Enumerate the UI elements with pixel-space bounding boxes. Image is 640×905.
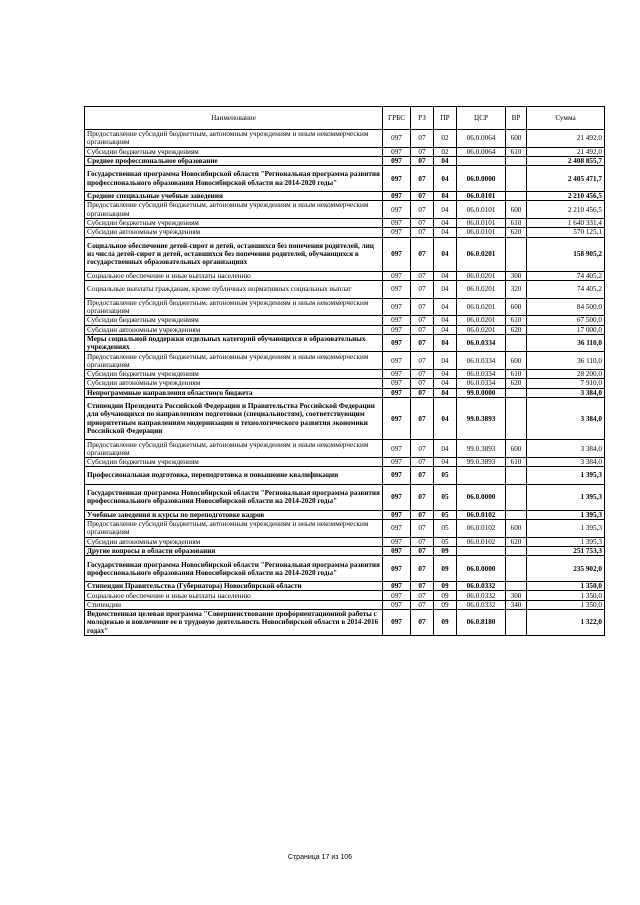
row-pr-cell: 02 — [434, 130, 457, 148]
row-sum-cell: 1 640 331,4 — [527, 218, 605, 227]
row-sum-cell: 2 210 456,5 — [527, 201, 605, 219]
row-name-cell: Социальное обеспечение и иные выплаты населению — [85, 271, 383, 280]
budget-table — [84, 106, 605, 636]
row-vr-cell — [506, 467, 527, 485]
row-rz-cell: 07 — [411, 352, 434, 370]
row-csr-cell: 06.0.0201 — [457, 298, 506, 316]
row-vr-cell: 620 — [506, 379, 527, 388]
row-name-cell: Субсидии бюджетным учреждениям — [85, 147, 383, 156]
table-row — [85, 537, 605, 546]
row-name-cell: Другие вопросы в области образования — [85, 546, 383, 555]
row-csr-cell — [457, 467, 506, 485]
row-vr-cell — [506, 510, 527, 519]
row-vr-cell: 600 — [506, 130, 527, 148]
page-number: Страница 17 из 106 — [287, 854, 353, 861]
row-grbs-cell: 097 — [383, 467, 411, 485]
row-csr-cell: 06.0.0064 — [457, 130, 506, 148]
row-sum-cell: 1 395,3 — [527, 510, 605, 519]
row-csr-cell: 06.0.0101 — [457, 201, 506, 219]
row-sum-cell: 3 384,0 — [527, 397, 605, 440]
row-pr-cell: 04 — [434, 316, 457, 325]
table-row — [85, 130, 605, 148]
table-row — [85, 316, 605, 325]
row-grbs-cell: 097 — [383, 334, 411, 352]
row-rz-cell: 07 — [411, 520, 434, 538]
table-row — [85, 156, 605, 165]
row-pr-cell: 04 — [434, 166, 457, 192]
row-pr-cell: 02 — [434, 147, 457, 156]
row-rz-cell: 07 — [411, 467, 434, 485]
row-pr-cell: 04 — [434, 352, 457, 370]
row-rz-cell: 07 — [411, 166, 434, 192]
row-rz-cell: 07 — [411, 201, 434, 219]
row-pr-cell: 04 — [434, 281, 457, 299]
row-csr-cell: 06.0.0102 — [457, 510, 506, 519]
row-pr-cell: 04 — [434, 388, 457, 397]
row-sum-cell: 74 405,2 — [527, 271, 605, 280]
row-csr-cell: 99.0.3893 — [457, 458, 506, 467]
row-grbs-cell: 097 — [383, 228, 411, 237]
row-csr-cell: 06.0.0334 — [457, 334, 506, 352]
row-csr-cell: 99.0.3893 — [457, 397, 506, 440]
row-pr-cell: 04 — [434, 271, 457, 280]
row-pr-cell: 05 — [434, 510, 457, 519]
row-vr-cell — [506, 334, 527, 352]
row-name-cell: Субсидии бюджетным учреждениям — [85, 218, 383, 227]
table-row — [85, 192, 605, 201]
row-vr-cell — [506, 237, 527, 271]
row-vr-cell: 600 — [506, 298, 527, 316]
row-pr-cell: 04 — [434, 397, 457, 440]
row-pr-cell: 04 — [434, 379, 457, 388]
row-rz-cell: 07 — [411, 130, 434, 148]
row-csr-cell: 06.0.0334 — [457, 379, 506, 388]
table-row — [85, 281, 605, 299]
table-row — [85, 610, 605, 636]
row-sum-cell: 2 210 456,5 — [527, 192, 605, 201]
table-row — [85, 228, 605, 237]
table-row — [85, 370, 605, 379]
row-name-cell: Учебные заведения и курсы по переподготовке кадров — [85, 510, 383, 519]
header-rz: РЗ — [411, 107, 434, 130]
row-name-cell: Среднее профессиональное образование — [85, 156, 383, 165]
row-pr-cell: 04 — [434, 298, 457, 316]
row-name-cell: Предоставление субсидий бюджетным, автономным учреждениям и иным некоммерческим организациям — [85, 440, 383, 458]
row-sum-cell: 570 125,1 — [527, 228, 605, 237]
row-pr-cell: 05 — [434, 484, 457, 510]
row-sum-cell: 3 384,0 — [527, 458, 605, 467]
table-row — [85, 298, 605, 316]
row-rz-cell: 07 — [411, 537, 434, 546]
table-body — [85, 130, 605, 636]
row-vr-cell: 610 — [506, 370, 527, 379]
row-pr-cell: 09 — [434, 600, 457, 609]
row-vr-cell: 610 — [506, 147, 527, 156]
row-name-cell: Субсидии бюджетным учреждениям — [85, 458, 383, 467]
row-vr-cell: 600 — [506, 352, 527, 370]
row-csr-cell — [457, 156, 506, 165]
row-rz-cell: 07 — [411, 600, 434, 609]
row-vr-cell: 610 — [506, 458, 527, 467]
row-rz-cell: 07 — [411, 192, 434, 201]
table-row — [85, 458, 605, 467]
table-row — [85, 201, 605, 219]
row-name-cell: Государственная программа Новосибирской области "Региональная программа развития профессионального образования Новосибирской области на 2014-2020 годы" — [85, 166, 383, 192]
row-grbs-cell: 097 — [383, 546, 411, 555]
row-pr-cell: 04 — [434, 237, 457, 271]
row-grbs-cell: 097 — [383, 582, 411, 591]
table-row — [85, 556, 605, 582]
row-rz-cell: 07 — [411, 510, 434, 519]
row-pr-cell: 05 — [434, 467, 457, 485]
row-name-cell: Субсидии бюджетным учреждениям — [85, 370, 383, 379]
row-csr-cell — [457, 546, 506, 555]
table-row — [85, 600, 605, 609]
row-grbs-cell: 097 — [383, 352, 411, 370]
table-row — [85, 218, 605, 227]
row-name-cell: Предоставление субсидий бюджетным, автономным учреждениям и иным некоммерческим организациям — [85, 201, 383, 219]
row-pr-cell: 09 — [434, 582, 457, 591]
row-name-cell: Ведомственная целевая программа "Совершенствование профориентационной работы с молодежью и вовлечение ее в трудовую деятельность Новосибирской области в 2014-2016 годах" — [85, 610, 383, 636]
row-grbs-cell: 097 — [383, 281, 411, 299]
row-vr-cell — [506, 388, 527, 397]
row-rz-cell: 07 — [411, 218, 434, 227]
row-csr-cell: 06.0.0201 — [457, 271, 506, 280]
row-grbs-cell: 097 — [383, 370, 411, 379]
row-pr-cell: 04 — [434, 458, 457, 467]
row-rz-cell: 07 — [411, 147, 434, 156]
row-csr-cell: 06.0.0332 — [457, 582, 506, 591]
row-grbs-cell: 097 — [383, 520, 411, 538]
row-sum-cell: 7 910,0 — [527, 379, 605, 388]
row-sum-cell: 1 395,3 — [527, 484, 605, 510]
table-row — [85, 440, 605, 458]
row-vr-cell: 620 — [506, 325, 527, 334]
table-row — [85, 379, 605, 388]
row-pr-cell: 04 — [434, 156, 457, 165]
row-sum-cell: 1 350,0 — [527, 600, 605, 609]
row-sum-cell: 2 405 471,7 — [527, 166, 605, 192]
header-name: Наименование — [85, 107, 383, 130]
header-grbs: ГРБС — [383, 107, 411, 130]
row-rz-cell: 07 — [411, 316, 434, 325]
row-pr-cell: 04 — [434, 218, 457, 227]
row-name-cell: Профессиональная подготовка, переподготовка и повышение квалификации — [85, 467, 383, 485]
row-rz-cell: 07 — [411, 237, 434, 271]
row-vr-cell: 600 — [506, 440, 527, 458]
row-pr-cell: 04 — [434, 440, 457, 458]
row-pr-cell: 05 — [434, 520, 457, 538]
row-grbs-cell: 097 — [383, 298, 411, 316]
row-csr-cell: 06.0.0000 — [457, 484, 506, 510]
row-grbs-cell: 097 — [383, 156, 411, 165]
table-row — [85, 520, 605, 538]
row-rz-cell: 07 — [411, 334, 434, 352]
row-sum-cell: 21 492,0 — [527, 130, 605, 148]
header-csr: ЦСР — [457, 107, 506, 130]
row-grbs-cell: 097 — [383, 600, 411, 609]
row-grbs-cell: 097 — [383, 130, 411, 148]
row-grbs-cell: 097 — [383, 610, 411, 636]
row-pr-cell: 04 — [434, 192, 457, 201]
row-sum-cell: 2 408 855,7 — [527, 156, 605, 165]
row-rz-cell: 07 — [411, 591, 434, 600]
row-rz-cell: 07 — [411, 458, 434, 467]
row-pr-cell: 04 — [434, 228, 457, 237]
row-rz-cell: 07 — [411, 610, 434, 636]
row-name-cell: Социальное обеспечение детей-сирот и детей, оставшихся без попечения родителей, лиц из числа детей-сирот и детей, оставшихся без попечения родителей, обучающихся в государственных образовательных организациях — [85, 237, 383, 271]
row-csr-cell: 06.0.0332 — [457, 591, 506, 600]
row-sum-cell: 67 500,0 — [527, 316, 605, 325]
row-sum-cell: 3 384,0 — [527, 388, 605, 397]
row-rz-cell: 07 — [411, 484, 434, 510]
row-sum-cell: 3 384,0 — [527, 440, 605, 458]
row-name-cell: Меры социальной поддержки отдельных категорий обучающихся в образовательных учреждениях — [85, 334, 383, 352]
row-name-cell: Средние специальные учебные заведения — [85, 192, 383, 201]
row-csr-cell: 06.0.0000 — [457, 166, 506, 192]
row-vr-cell: 610 — [506, 218, 527, 227]
row-name-cell: Субсидии автономным учреждениям — [85, 379, 383, 388]
row-vr-cell — [506, 397, 527, 440]
table-row — [85, 388, 605, 397]
row-csr-cell: 06.0.0332 — [457, 600, 506, 609]
row-rz-cell: 07 — [411, 379, 434, 388]
row-sum-cell: 21 492,0 — [527, 147, 605, 156]
header-pr: ПР — [434, 107, 457, 130]
row-name-cell: Государственная программа Новосибирской области "Региональная программа развития профессионального образования Новосибирской области на 2014-2020 годы" — [85, 556, 383, 582]
table-row — [85, 166, 605, 192]
row-sum-cell: 1 395,3 — [527, 467, 605, 485]
row-vr-cell — [506, 192, 527, 201]
row-name-cell: Субсидии автономным учреждениям — [85, 325, 383, 334]
row-name-cell: Социальное обеспечение и иные выплаты населению — [85, 591, 383, 600]
row-grbs-cell: 097 — [383, 147, 411, 156]
row-sum-cell: 74 405,2 — [527, 281, 605, 299]
header-sum: Сумма — [527, 107, 605, 130]
row-vr-cell: 300 — [506, 591, 527, 600]
table-row — [85, 546, 605, 555]
table-row — [85, 397, 605, 440]
row-vr-cell: 600 — [506, 201, 527, 219]
row-csr-cell: 99.0.3893 — [457, 440, 506, 458]
row-csr-cell: 06.0.0334 — [457, 370, 506, 379]
row-csr-cell: 06.0.0201 — [457, 237, 506, 271]
row-rz-cell: 07 — [411, 440, 434, 458]
row-rz-cell: 07 — [411, 370, 434, 379]
row-name-cell: Стипендии Президента Российской Федерации и Правительства Российской Федерации для обучающихся по направлениям подготовки (специальностям), соответствующим приоритетным направлениям модернизации и технологического развития экономики Российской Федерации — [85, 397, 383, 440]
row-grbs-cell: 097 — [383, 388, 411, 397]
row-vr-cell — [506, 582, 527, 591]
row-grbs-cell: 097 — [383, 201, 411, 219]
row-sum-cell: 36 110,0 — [527, 334, 605, 352]
row-pr-cell: 04 — [434, 370, 457, 379]
row-name-cell: Субсидии автономным учреждениям — [85, 537, 383, 546]
row-grbs-cell: 097 — [383, 591, 411, 600]
row-pr-cell: 04 — [434, 201, 457, 219]
row-grbs-cell: 097 — [383, 271, 411, 280]
row-sum-cell: 235 902,0 — [527, 556, 605, 582]
row-rz-cell: 07 — [411, 271, 434, 280]
row-rz-cell: 07 — [411, 156, 434, 165]
row-vr-cell — [506, 610, 527, 636]
row-name-cell: Стипендии Правительства (Губернатора) Новосибирской области — [85, 582, 383, 591]
row-name-cell: Предоставление субсидий бюджетным, автономным учреждениям и иным некоммерческим организациям — [85, 352, 383, 370]
row-name-cell: Социальные выплаты гражданам, кроме публичных нормативных социальных выплат — [85, 281, 383, 299]
row-name-cell: Непрограммные направления областного бюджета — [85, 388, 383, 397]
row-pr-cell: 09 — [434, 556, 457, 582]
row-sum-cell: 1 322,0 — [527, 610, 605, 636]
row-vr-cell: 300 — [506, 271, 527, 280]
table-header-row — [85, 107, 605, 130]
row-vr-cell: 610 — [506, 316, 527, 325]
row-csr-cell: 06.0.0101 — [457, 228, 506, 237]
row-grbs-cell: 097 — [383, 166, 411, 192]
row-name-cell: Предоставление субсидий бюджетным, автономным учреждениям и иным некоммерческим организациям — [85, 130, 383, 148]
row-csr-cell: 06.0.0102 — [457, 520, 506, 538]
row-sum-cell: 1 395,3 — [527, 520, 605, 538]
row-pr-cell: 09 — [434, 546, 457, 555]
row-csr-cell: 06.0.0064 — [457, 147, 506, 156]
row-vr-cell: 320 — [506, 281, 527, 299]
row-sum-cell: 28 200,0 — [527, 370, 605, 379]
row-pr-cell: 05 — [434, 537, 457, 546]
row-sum-cell: 84 500,0 — [527, 298, 605, 316]
table-row — [85, 147, 605, 156]
row-vr-cell: 620 — [506, 228, 527, 237]
row-pr-cell: 04 — [434, 334, 457, 352]
row-rz-cell: 07 — [411, 388, 434, 397]
row-rz-cell: 07 — [411, 228, 434, 237]
row-sum-cell: 36 110,0 — [527, 352, 605, 370]
table-row — [85, 582, 605, 591]
row-name-cell: Предоставление субсидий бюджетным, автономным учреждениям и иным некоммерческим организациям — [85, 520, 383, 538]
row-sum-cell: 1 395,3 — [527, 537, 605, 546]
row-rz-cell: 07 — [411, 281, 434, 299]
row-rz-cell: 07 — [411, 298, 434, 316]
row-sum-cell: 1 350,0 — [527, 591, 605, 600]
header-vr: ВР — [506, 107, 527, 130]
row-grbs-cell: 097 — [383, 510, 411, 519]
row-csr-cell: 99.0.0000 — [457, 388, 506, 397]
row-grbs-cell: 097 — [383, 440, 411, 458]
table-row — [85, 484, 605, 510]
row-pr-cell: 09 — [434, 591, 457, 600]
table-row — [85, 352, 605, 370]
row-csr-cell: 06.0.0102 — [457, 537, 506, 546]
row-vr-cell: 620 — [506, 537, 527, 546]
table-row — [85, 467, 605, 485]
row-csr-cell: 06.0.0334 — [457, 352, 506, 370]
row-csr-cell: 06.0.0000 — [457, 556, 506, 582]
row-name-cell: Стипендии — [85, 600, 383, 609]
row-csr-cell: 06.0.8180 — [457, 610, 506, 636]
row-name-cell: Предоставление субсидий бюджетным, автономным учреждениям и иным некоммерческим организациям — [85, 298, 383, 316]
table-row — [85, 271, 605, 280]
row-rz-cell: 07 — [411, 546, 434, 555]
row-rz-cell: 07 — [411, 325, 434, 334]
row-sum-cell: 158 905,2 — [527, 237, 605, 271]
row-name-cell: Государственная программа Новосибирской области "Региональная программа развития профессионального образования Новосибирской области на 2014-2020 годы" — [85, 484, 383, 510]
row-pr-cell: 09 — [434, 610, 457, 636]
row-rz-cell: 07 — [411, 582, 434, 591]
row-rz-cell: 07 — [411, 556, 434, 582]
row-vr-cell — [506, 156, 527, 165]
row-grbs-cell: 097 — [383, 325, 411, 334]
row-csr-cell: 06.0.0201 — [457, 281, 506, 299]
row-grbs-cell: 097 — [383, 556, 411, 582]
row-grbs-cell: 097 — [383, 192, 411, 201]
table-row — [85, 591, 605, 600]
row-grbs-cell: 097 — [383, 237, 411, 271]
row-csr-cell: 06.0.0101 — [457, 218, 506, 227]
row-sum-cell: 1 350,0 — [527, 582, 605, 591]
row-grbs-cell: 097 — [383, 458, 411, 467]
row-csr-cell: 06.0.0201 — [457, 316, 506, 325]
row-csr-cell: 06.0.0201 — [457, 325, 506, 334]
row-vr-cell — [506, 556, 527, 582]
row-grbs-cell: 097 — [383, 379, 411, 388]
table-row — [85, 325, 605, 334]
row-vr-cell: 600 — [506, 520, 527, 538]
row-csr-cell: 06.0.0101 — [457, 192, 506, 201]
row-grbs-cell: 097 — [383, 484, 411, 510]
row-vr-cell — [506, 546, 527, 555]
row-sum-cell: 251 753,3 — [527, 546, 605, 555]
row-sum-cell: 17 000,0 — [527, 325, 605, 334]
row-rz-cell: 07 — [411, 397, 434, 440]
row-grbs-cell: 097 — [383, 316, 411, 325]
row-vr-cell — [506, 166, 527, 192]
table-row — [85, 334, 605, 352]
row-name-cell: Субсидии автономным учреждениям — [85, 228, 383, 237]
table-row — [85, 510, 605, 519]
table-row — [85, 237, 605, 271]
row-vr-cell — [506, 484, 527, 510]
row-vr-cell: 340 — [506, 600, 527, 609]
row-grbs-cell: 097 — [383, 537, 411, 546]
row-pr-cell: 04 — [434, 325, 457, 334]
row-name-cell: Субсидии бюджетным учреждениям — [85, 316, 383, 325]
row-grbs-cell: 097 — [383, 397, 411, 440]
row-grbs-cell: 097 — [383, 218, 411, 227]
